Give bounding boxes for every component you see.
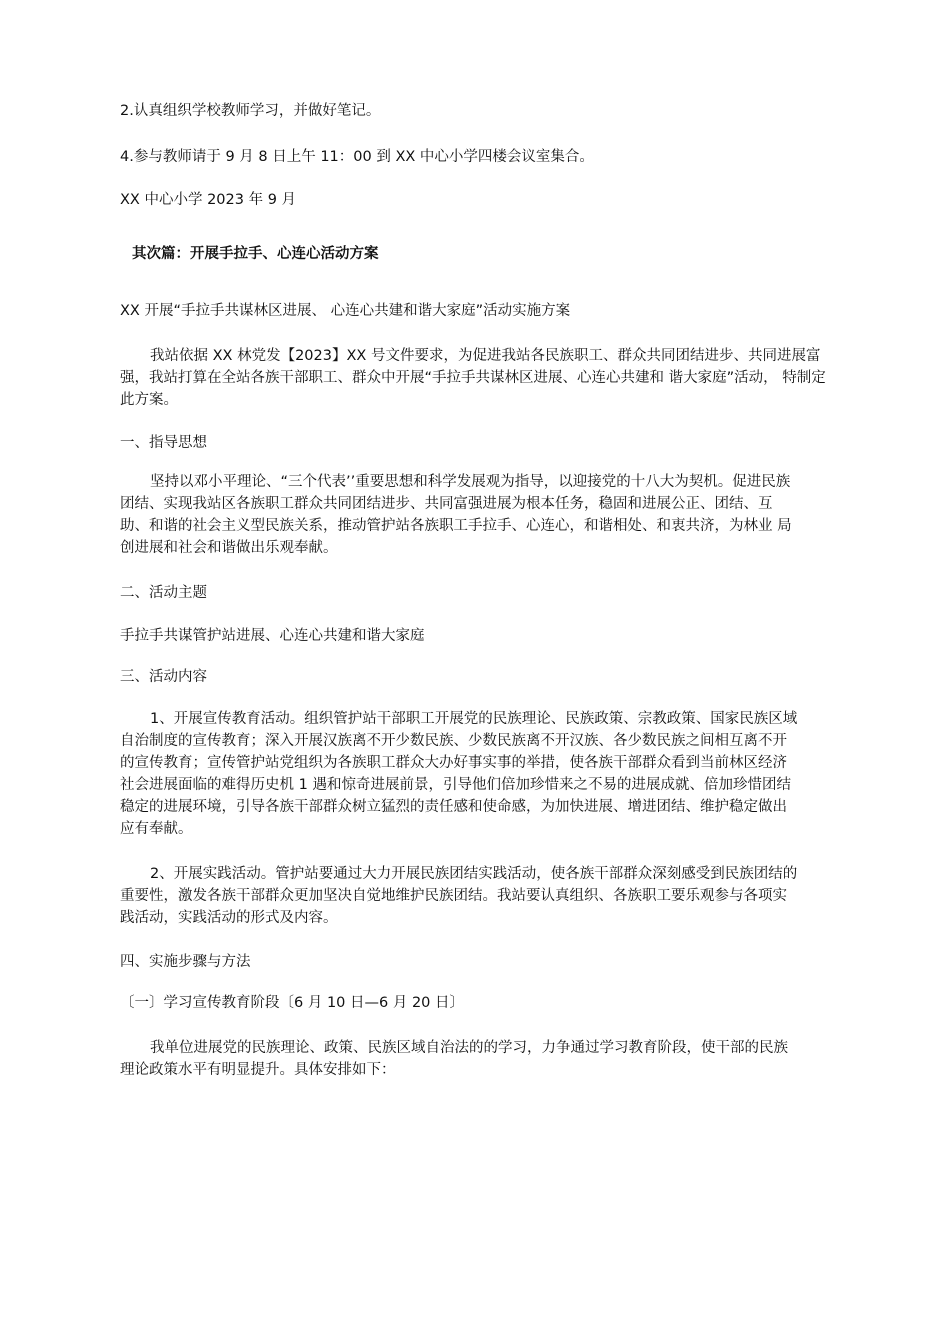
guide-line: 团结、实现我站区各族职工群众共同团结进步、共同富强进展为根本任务，稳固和进展公正、团结、互	[120, 496, 773, 512]
content1-line: 社会进展面临的难得历史机 1 遇和惊奇进展前景，引导他们倍加珍惜来之不易的进展成就、倍加珍惜团结	[120, 777, 791, 793]
activity-theme-text: 手拉手共谋管护站进展、心连心共建和谐大家庭	[120, 628, 425, 644]
content2-line: 2、开展实践活动。管护站要通过大力开展民族团结实践活动，使各族干部群众深刻感受到民族团结的	[150, 866, 798, 882]
content-paragraph-2	[120, 863, 862, 929]
heading-implementation: 四、实施步骤与方法	[120, 954, 251, 970]
stage1-line: 我单位进展党的民族理论、政策、民族区域自治法的的学习，力争通过学习教育阶段，使干部的民族	[150, 1040, 788, 1056]
guide-line: 坚持以邓小平理论、“三个代表’’重要思想和科学发展观为指导，以迎接党的十八大为契机。促进民族	[150, 474, 791, 490]
stage1-line: 理论政策水平有明显提升。具体安排如下：	[120, 1062, 396, 1078]
stage-1-paragraph	[120, 1037, 862, 1081]
guide-line: 助、和谐的社会主义型民族关系，推动管护站各族职工手拉手、心连心，和谐相处、和衷共济，为林业 局	[120, 518, 792, 534]
intro-line: 强，我站打算在全站各族干部职工、群众中开展“手拉手共谋林区进展、心连心共建和 谐大家庭”活动， 特制定	[120, 370, 826, 386]
content1-line: 自治制度的宣传教育；深入开展汉族离不开少数民族、少数民族离不开汉族、各少数民族之间相互离不开	[120, 733, 787, 749]
plan-title: XX 开展“手拉手共谋林区进展、 心连心共建和谐大家庭”活动实施方案	[120, 303, 571, 319]
content1-line: 应有奉献。	[120, 821, 193, 837]
guide-paragraph	[120, 471, 862, 559]
content1-line: 1、开展宣传教育活动。组织管护站干部职工开展党的民族理论、民族政策、宗教政策、国家民族区域	[150, 711, 798, 727]
content1-line: 稳定的进展环境，引导各族干部群众树立猛烈的责任感和使命感，为加快进展、增进团结、维护稳定做出	[120, 799, 787, 815]
heading-guiding-ideology: 一、指导思想	[120, 435, 207, 451]
section-title: 其次篇：开展手拉手、心连心活动方案	[132, 246, 379, 262]
content2-line: 重要性，激发各族干部群众更加坚决自觉地维护民族团结。我站要认真组织、各族职工要乐观参与各项实	[120, 888, 787, 904]
notice-item-2: 2.认真组织学校教师学习，并做好笔记。	[120, 103, 381, 119]
heading-activity-theme: 二、活动主题	[120, 585, 207, 601]
intro-paragraph	[120, 345, 862, 411]
content-paragraph-1	[120, 708, 862, 840]
heading-activity-content: 三、活动内容	[120, 669, 207, 685]
notice-signature: XX 中心小学 2023 年 9 月	[120, 192, 297, 208]
notice-item-4: 4.参与教师请于 9 月 8 日上午 11：00 到 XX 中心小学四楼会议室集合。	[120, 149, 594, 165]
content2-line: 践活动，实践活动的形式及内容。	[120, 910, 338, 926]
intro-line: 此方案。	[120, 392, 178, 408]
guide-line: 创进展和社会和谐做出乐观奉献。	[120, 540, 338, 556]
stage-1-heading: 〔一〕学习宣传教育阶段〔6 月 10 日—6 月 20 日〕	[120, 995, 465, 1011]
intro-line: 我站依据 XX 林党发【2023】XX 号文件要求，为促进我站各民族职工、群众共同团结进步、共同进展富	[150, 348, 821, 364]
content1-line: 的宣传教育；宣传管护站党组织为各族职工群众大办好事实事的举措，使各族干部群众看到当前林区经济	[120, 755, 787, 771]
